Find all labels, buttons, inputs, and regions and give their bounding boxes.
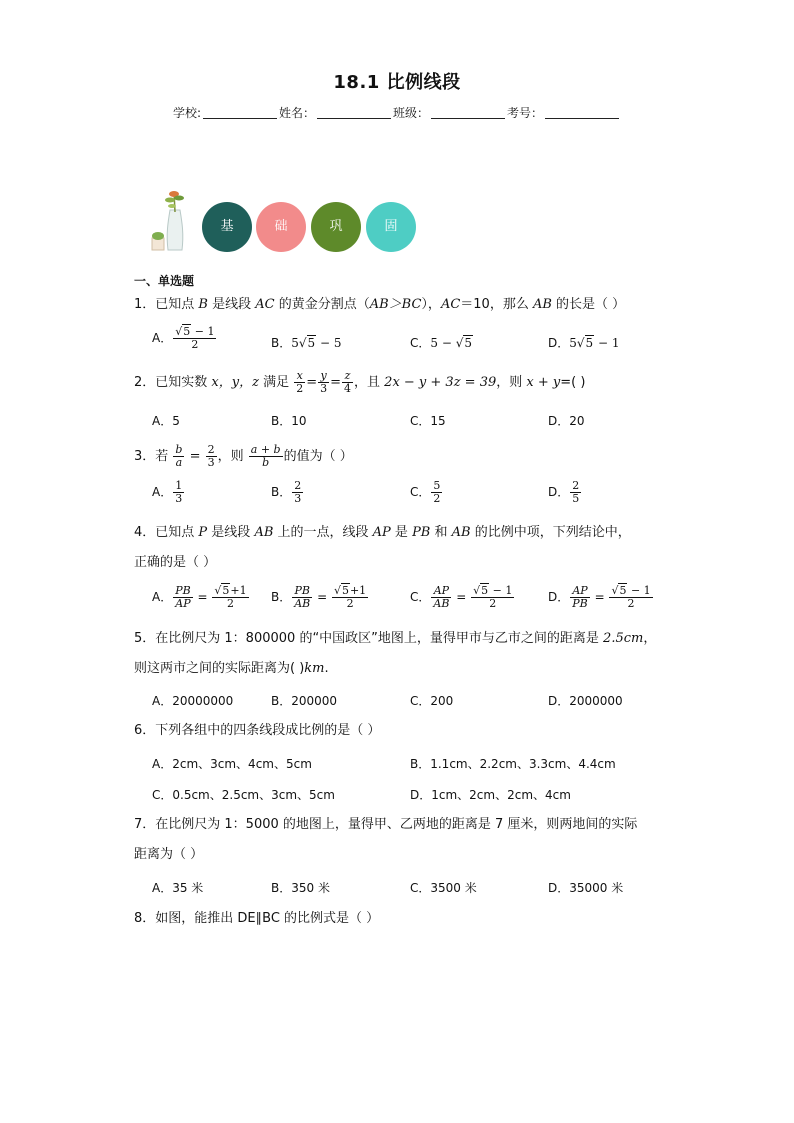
fraction <box>294 370 305 395</box>
numerator-tail: − 1 <box>191 325 215 338</box>
equals: = <box>193 590 212 604</box>
denominator: AB <box>433 597 450 610</box>
option-label: C． <box>410 590 431 604</box>
q4-var: AP <box>372 525 391 540</box>
q7-option-a[interactable]: A．35 米 <box>152 881 204 895</box>
q4-option-b[interactable] <box>271 585 369 610</box>
q1-text: 已知点 <box>155 297 199 312</box>
q2-expression: x + y <box>526 375 561 390</box>
numerator: 2 <box>207 443 215 456</box>
numerator: x <box>294 370 305 383</box>
option-label: B． <box>271 485 292 499</box>
q1-option-b[interactable]: B．5√5 − 5 <box>271 336 342 350</box>
equals: = <box>590 590 609 604</box>
fraction <box>431 585 451 610</box>
q6-option-c[interactable]: C．0.5cm、2.5cm、3cm、5cm <box>152 788 335 802</box>
q1-text: ＝10，那么 <box>460 297 533 312</box>
fraction: $\frac{√5 - 1}{2}$ <box>473 584 513 610</box>
denominator: 2 <box>227 597 235 610</box>
denominator: a <box>175 456 183 469</box>
student-info-line <box>0 104 794 121</box>
fraction: $\frac{√5+1}{2}$ <box>333 584 367 610</box>
equals: = <box>185 449 205 464</box>
coefficient: 5 <box>569 336 577 350</box>
class-label: 班级： <box>393 106 430 120</box>
radicand: 5 <box>585 336 594 350</box>
q2-vars: x，y，z <box>211 375 259 390</box>
radicand: 5 <box>183 325 191 338</box>
q5-option-c[interactable]: C．200 <box>410 694 454 708</box>
banner-circle-2: 础 <box>256 202 306 252</box>
tail: − 1 <box>594 336 620 350</box>
q5-text: 则这两市之间的实际距离为( ) <box>134 661 305 676</box>
q4-text: 上的一点，线段 <box>273 525 373 540</box>
q4-text: 是线段 <box>207 525 255 540</box>
class-blank <box>431 106 505 119</box>
q7-option-d[interactable]: D．35000 米 <box>548 881 624 895</box>
numerator: 2 <box>294 479 302 492</box>
q1-number: 1． <box>134 297 156 312</box>
q2-text: ，则 <box>496 375 527 390</box>
q5-option-a[interactable]: A．20000000 <box>152 694 234 708</box>
q5-option-b[interactable]: B．200000 <box>271 694 338 708</box>
q7-option-b[interactable]: B．350 米 <box>271 881 330 895</box>
banner-circle-1: 基 <box>202 202 252 252</box>
q5-option-d[interactable]: D．2000000 <box>548 694 623 708</box>
fraction <box>173 444 184 469</box>
q4-text: 已知点 <box>155 525 199 540</box>
section-banner <box>148 186 448 254</box>
option-label: A． <box>152 590 173 604</box>
radicand: 5 <box>307 336 316 350</box>
banner-circle-3: 巩 <box>311 202 361 252</box>
denominator: 5 <box>572 492 580 505</box>
fraction <box>206 444 217 469</box>
numerator: a + b <box>250 443 281 456</box>
option-label: D． <box>548 336 570 350</box>
denominator: AB <box>294 597 311 610</box>
radicand: 5 <box>619 584 627 597</box>
q7-option-c[interactable]: C．3500 米 <box>410 881 477 895</box>
option-label: B． <box>271 336 292 350</box>
q2-text: =( ) <box>560 375 586 390</box>
q1-option-a[interactable] <box>152 326 217 351</box>
plant-vase-icon <box>148 186 196 254</box>
question-5 <box>134 630 656 648</box>
q1-text: 是线段 <box>207 297 256 312</box>
q1-option-d[interactable]: D．5√5 − 1 <box>548 336 620 350</box>
q1-text: ）， <box>421 297 441 312</box>
numerator-tail: +1 <box>349 584 367 597</box>
q1-option-c[interactable]: C．5 − √5 <box>410 336 473 350</box>
fraction <box>570 480 581 505</box>
option-label: D． <box>548 590 570 604</box>
fraction <box>292 585 312 610</box>
denominator: b <box>262 456 270 469</box>
q1-var: AC <box>255 297 275 312</box>
numerator: y <box>318 370 329 383</box>
q1-text: 的长是（ ） <box>551 297 626 312</box>
fraction <box>570 585 590 610</box>
q6-option-b[interactable]: B．1.1cm、2.2cm、3.3cm、4.4cm <box>410 757 616 771</box>
q4-option-a[interactable] <box>152 585 250 610</box>
q5-distance: 2.5cm <box>603 631 644 646</box>
q6-text: 下列各组中的四条线段成比例的是（ ） <box>155 723 381 738</box>
q6-option-a[interactable]: A．2cm、3cm、4cm、5cm <box>152 757 312 771</box>
q1-var: B <box>198 297 208 312</box>
q1-var: AB <box>532 297 552 312</box>
denominator: 3 <box>320 382 328 395</box>
denominator: PB <box>572 597 588 610</box>
denominator: 2 <box>627 597 635 610</box>
tail: − 5 <box>316 336 342 350</box>
question-6 <box>134 722 380 740</box>
denominator: 2 <box>433 492 441 505</box>
q3-number: 3． <box>134 449 156 464</box>
question-4 <box>134 524 631 542</box>
question-5-line2 <box>134 660 329 678</box>
option-label: B． <box>271 590 292 604</box>
numerator-tail: − 1 <box>489 584 513 597</box>
denominator: 3 <box>294 492 302 505</box>
question-7-line2: 距离为（ ） <box>134 847 204 862</box>
q4-var: AB <box>254 525 274 540</box>
q1-condition: AB＞BC <box>369 297 422 312</box>
q7-number: 7． <box>134 817 156 832</box>
numerator: 2 <box>572 479 580 492</box>
numerator: 1 <box>175 479 183 492</box>
fraction <box>173 585 193 610</box>
q4-var: PB <box>412 525 431 540</box>
denominator: 2 <box>296 382 304 395</box>
q5-text: ， <box>643 631 657 646</box>
q2-option-c[interactable]: C．15 <box>410 414 446 428</box>
q3-text: ，则 <box>217 449 248 464</box>
q2-number: 2． <box>134 375 156 390</box>
q4-text: 和 <box>430 525 452 540</box>
numerator: 5 <box>433 479 441 492</box>
question-8 <box>134 910 379 928</box>
numerator: PB <box>292 585 312 598</box>
question-4-line2: 正确的是（ ） <box>134 555 217 570</box>
option-label: A． <box>152 485 173 499</box>
fraction: $\frac{√5 - 1}{2}$ <box>611 584 651 610</box>
q4-option-c[interactable] <box>410 585 515 610</box>
q1-var: AC <box>440 297 461 312</box>
q1-text: 的黄金分割点（ <box>274 297 370 312</box>
q2-text: 满足 <box>258 375 294 390</box>
q4-var: P <box>198 525 208 540</box>
numerator-tail: − 1 <box>627 584 651 597</box>
option-label: C． <box>410 336 431 350</box>
denominator: 2 <box>489 597 497 610</box>
name-blank <box>317 106 391 119</box>
prefix: 5 − <box>430 336 456 350</box>
q5-text: 在比例尺为 1：800000 的“中国政区”地图上，量得甲市与乙市之间的距离是 <box>155 631 604 646</box>
equals: = <box>313 590 331 604</box>
option-label: A． <box>152 331 173 345</box>
fraction <box>249 444 283 469</box>
page-title: 18.1 比例线段 <box>333 72 461 93</box>
option-label: C． <box>410 485 431 499</box>
q4-option-d[interactable] <box>548 585 654 610</box>
q8-text: 如图，能推出 DE∥BC 的比例式是（ ） <box>155 911 380 926</box>
numerator: b <box>175 443 183 456</box>
q2-text: 已知实数 <box>155 375 212 390</box>
q6-option-d[interactable]: D．1cm、2cm、2cm、4cm <box>410 788 571 802</box>
q8-number: 8． <box>134 911 156 926</box>
equals: = <box>452 590 471 604</box>
q4-var: AB <box>451 525 471 540</box>
fraction <box>318 370 329 395</box>
question-1 <box>134 296 625 314</box>
fraction <box>431 480 442 505</box>
radicand: 5 <box>341 584 349 597</box>
banner-circle-4: 固 <box>366 202 416 252</box>
denominator: 3 <box>175 492 183 505</box>
radicand: 5 <box>222 584 230 597</box>
numerator-tail: +1 <box>230 584 247 597</box>
q4-text: 是 <box>390 525 413 540</box>
numerator: z <box>342 370 353 383</box>
numerator: PB <box>175 584 191 597</box>
q3-option-d[interactable] <box>548 480 582 505</box>
school-blank <box>203 106 277 119</box>
q5-number: 5． <box>134 631 156 646</box>
numerator: AP <box>570 585 590 598</box>
option-label: D． <box>548 485 570 499</box>
id-blank <box>545 106 619 119</box>
q5-unit: km <box>304 661 325 676</box>
q2-option-a[interactable]: A．5 <box>152 414 180 428</box>
denominator: AP <box>175 597 191 610</box>
q3-option-b[interactable] <box>271 480 304 505</box>
fraction: $\frac{√5 - 1}{2}$ <box>175 325 215 351</box>
denominator: 3 <box>207 456 215 469</box>
q2-equation: 2x − y + 3z = 39 <box>384 375 497 390</box>
fraction <box>342 370 353 395</box>
fraction: $\frac{√5+1}{2}$ <box>214 584 247 610</box>
question-3 <box>134 444 353 469</box>
q7-text: 在比例尺为 1：5000 的地图上，量得甲、乙两地的距离是 7 厘米，则两地间的实际 <box>155 817 638 832</box>
radicand: 5 <box>481 584 489 597</box>
q2-text: ，且 <box>354 375 385 390</box>
coefficient: 5 <box>291 336 299 350</box>
q2-option-d[interactable]: D．20 <box>548 414 585 428</box>
denominator: 2 <box>346 597 354 610</box>
q3-text: 若 <box>155 449 173 464</box>
fraction <box>173 480 184 505</box>
fraction <box>292 480 303 505</box>
name-label: 姓名： <box>279 106 316 120</box>
denominator: 2 <box>191 338 199 351</box>
section-title: 一、单选题 <box>134 274 195 288</box>
question-2: 2．已知实数 x，y，z 满足 $\frac{x}{2}$ = $\frac{y}{3}$ = $\frac{z}{4}$ ，且 2x − y + 3z = 39，则 x + y=( ) <box>134 369 586 395</box>
q3-text: 的值为（ ） <box>283 449 353 464</box>
q2-option-b[interactable]: B．10 <box>271 414 307 428</box>
q5-text: . <box>324 661 329 676</box>
id-label: 考号： <box>507 106 544 120</box>
q3-option-c[interactable] <box>410 480 443 505</box>
q4-number: 4． <box>134 525 156 540</box>
q4-text: 的比例中项，下列结论中， <box>470 525 631 540</box>
school-label: 学校: <box>172 106 201 120</box>
numerator: AP <box>431 585 451 598</box>
q3-option-a[interactable] <box>152 480 185 505</box>
question-7 <box>134 816 637 834</box>
radicand: 5 <box>464 336 473 350</box>
denominator: 4 <box>344 382 352 395</box>
q6-number: 6． <box>134 723 156 738</box>
